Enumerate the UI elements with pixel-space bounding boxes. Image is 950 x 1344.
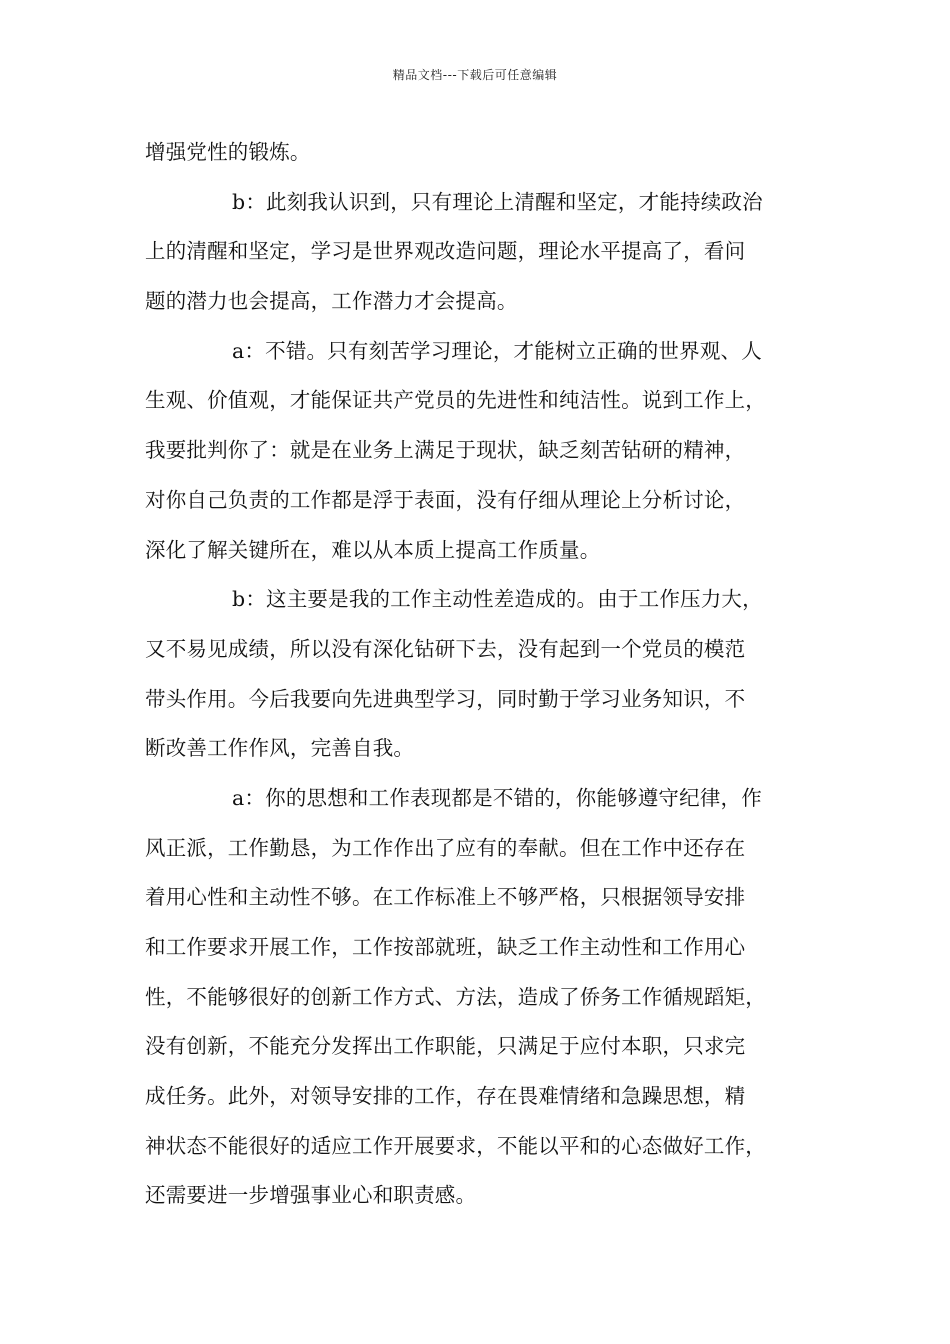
text-line: 着用心性和主动性不够。在工作标准上不够严格，只根据领导安排 [145,885,746,910]
text-line: 神状态不能很好的适应工作开展要求，不能以平和的心态做好工作， [145,1133,766,1158]
text-line: 深化了解关键所在，难以从本质上提高工作质量。 [145,537,601,562]
text-line: 带头作用。今后我要向先进典型学习，同时勤于学习业务知识，不 [145,686,746,711]
text-line: 对你自己负责的工作都是浮于表面，没有仔细从理论上分析讨论， [145,487,746,512]
text-line: 断改善工作作风，完善自我。 [145,736,415,761]
text-line: 增强党性的锻炼。 [145,140,311,164]
text-line: b：这主要是我的工作主动性差造成的。由于工作压力大， [232,587,763,612]
page-header: 精品文档---下载后可任意编辑 [392,68,558,82]
text-line: 风正派，工作勤恳，为工作作出了应有的奉献。但在工作中还存在 [145,835,746,860]
text-line: 题的潜力也会提高，工作潜力才会提高。 [145,289,518,314]
text-line: 生观、价值观，才能保证共产党员的先进性和纯洁性。说到工作上， [145,388,766,413]
text-line: 成任务。此外，对领导安排的工作，存在畏难情绪和急躁思想，精 [145,1084,746,1109]
document-body [145,128,825,1221]
text-line: 性，不能够很好的创新工作方式、方法，造成了侨务工作循规蹈矩， [145,984,766,1009]
text-line: 没有创新，不能充分发挥出工作职能，只满足于应付本职，只求完 [145,1034,746,1059]
text-line: a：你的思想和工作表现都是不错的，你能够遵守纪律，作 [232,785,762,810]
text-line: 和工作要求开展工作，工作按部就班，缺乏工作主动性和工作用心 [145,935,746,959]
text-line: b：此刻我认识到，只有理论上清醒和坚定，才能持续政治 [232,189,763,214]
text-line: 还需要进一步增强事业心和职责感。 [145,1183,477,1208]
text-line: 又不易见成绩，所以没有深化钻研下去，没有起到一个党员的模范 [145,636,746,661]
text-line: a：不错。只有刻苦学习理论，才能树立正确的世界观、人 [232,338,762,363]
text-line: 我要批判你了：就是在业务上满足于现状，缺乏刻苦钻研的精神， [145,438,746,463]
text-line: 上的清醒和坚定，学习是世界观改造问题，理论水平提高了，看问 [145,239,746,264]
